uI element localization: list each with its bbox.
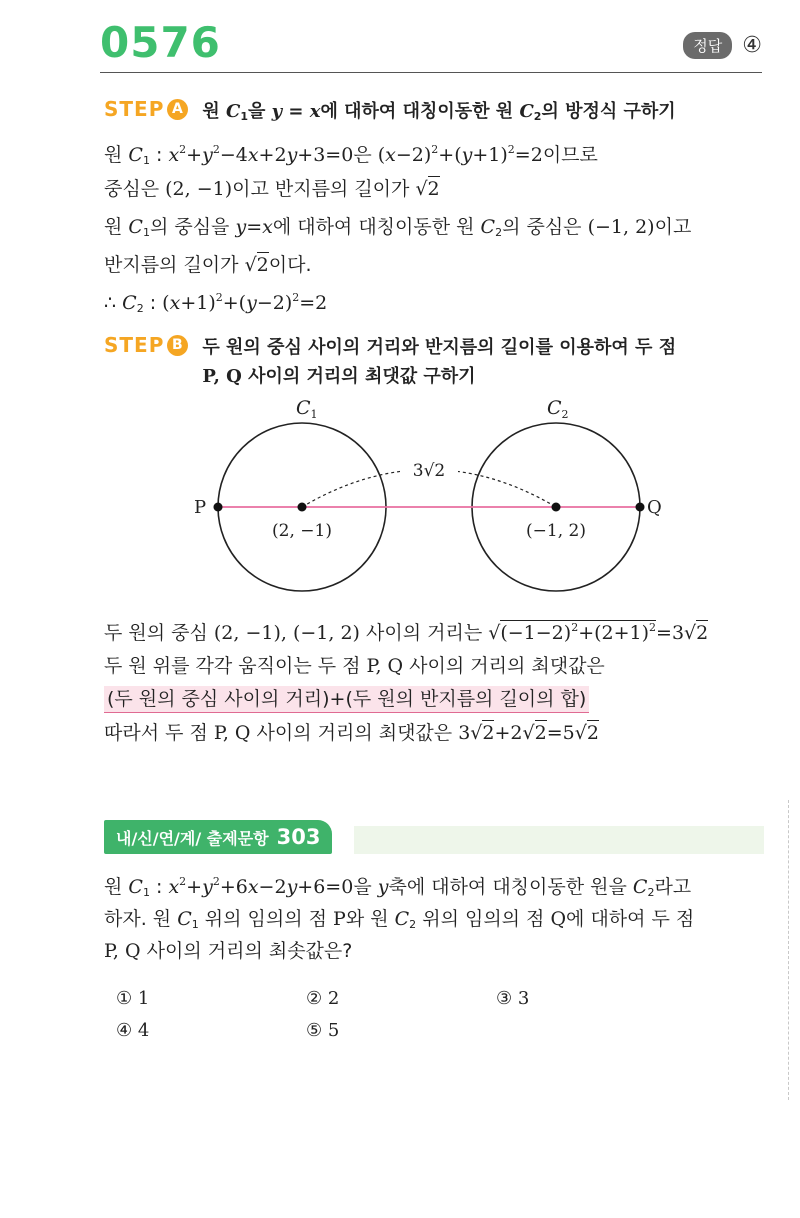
practice-number: 303 xyxy=(276,825,321,849)
point-q-label: Q xyxy=(647,497,662,518)
center-c2-dot xyxy=(552,503,561,512)
body-a-line-4: 반지름의 길이가 √2이다. xyxy=(104,254,312,276)
practice-label: 내/신/연/계/ 출제문항 303 xyxy=(104,820,332,854)
point-p xyxy=(214,503,223,512)
body-a-line-2: 중심은 (2, −1)이고 반지름의 길이가 √2 xyxy=(104,178,440,200)
highlight-formula: (두 원의 중심 사이의 거리)+(두 원의 반지름의 길이의 합) xyxy=(104,686,589,713)
step-b-heading xyxy=(104,333,676,391)
problem-number: 0576 xyxy=(100,18,221,67)
choice-4[interactable]: ④ 4 xyxy=(116,1020,150,1041)
center-c1-dot xyxy=(298,503,307,512)
body-a-line-1: 원 $C_1$ : $x^2+y^2-4x+2y+3=0$은 $(x-2)^2+(y+1)^2=2$이므로 xyxy=(104,143,598,167)
distance-label: 3√2 xyxy=(412,461,446,481)
body-b-line-4: 따라서 두 점 P, Q 사이의 거리의 최댓값은 3√2+2√2=5√2 xyxy=(104,722,599,744)
body-b-line-1: 두 원의 중심 (2, −1), (−1, 2) 사이의 거리는 $√(-1-2)^2+(2+1)^2=3√2$ xyxy=(104,621,709,644)
body-b-line-3 xyxy=(104,690,589,709)
two-circles-diagram xyxy=(190,392,670,602)
body-a-line-5: ∴ $C_2$ : $(x+1)^2+(y-2)^2=2$ xyxy=(104,291,328,315)
body-b-line-2: 두 원 위를 각각 움직이는 두 점 P, Q 사이의 거리의 최댓값은 xyxy=(104,655,605,677)
practice-line-2: 하자. 원 $C_1$ 위의 임의의 점 P와 원 $C_2$ 위의 임의의 점 Q에 대하여 두 점 xyxy=(104,908,695,931)
circle-c1-label: $C_1$ xyxy=(296,397,318,421)
circle-c2-label: $C_2$ xyxy=(547,397,569,421)
answer-area xyxy=(683,32,762,59)
step-b-circle: B xyxy=(167,335,188,356)
choice-3[interactable]: ③ 3 xyxy=(496,988,530,1009)
center-c1-label: (2, −1) xyxy=(272,521,332,541)
header-divider xyxy=(100,72,762,73)
step-a-heading xyxy=(104,97,676,131)
step-b-label: STEP B xyxy=(104,333,188,357)
step-a-title: 원 $C_1$을 y = x에 대하여 대칭이동한 원 $C_2$의 방정식 구하기 xyxy=(202,101,676,123)
choice-5[interactable]: ⑤ 5 xyxy=(306,1020,340,1041)
choice-1[interactable]: ① 1 xyxy=(116,988,150,1009)
point-p-label: P xyxy=(194,497,207,518)
step-b-title: 두 원의 중심 사이의 거리와 반지름의 길이를 이용하여 두 점 P, Q 사이의 거리의 최댓값 구하기 xyxy=(202,337,677,387)
choice-2[interactable]: ② 2 xyxy=(306,988,340,1009)
practice-line-3: P, Q 사이의 거리의 최솟값은? xyxy=(104,940,353,962)
center-c2-label: (−1, 2) xyxy=(526,521,586,541)
answer-value: ④ xyxy=(742,33,762,58)
page-edge-rule xyxy=(788,800,789,1100)
body-a-line-3: 원 $C_1$의 중심을 y=x에 대하여 대칭이동한 원 $C_2$의 중심은 (−1, 2)이고 xyxy=(104,216,692,239)
step-a-circle: A xyxy=(167,99,188,120)
practice-header-band xyxy=(354,826,764,854)
answer-badge: 정답 xyxy=(683,32,732,59)
practice-line-1: 원 $C_1$ : $x^2+y^2+6x-2y+6=0$을 y축에 대하여 대칭이동한 원을 $C_2$라고 xyxy=(104,875,692,899)
point-q xyxy=(636,503,645,512)
step-a-label: STEP A xyxy=(104,97,188,121)
practice-header xyxy=(104,820,764,854)
